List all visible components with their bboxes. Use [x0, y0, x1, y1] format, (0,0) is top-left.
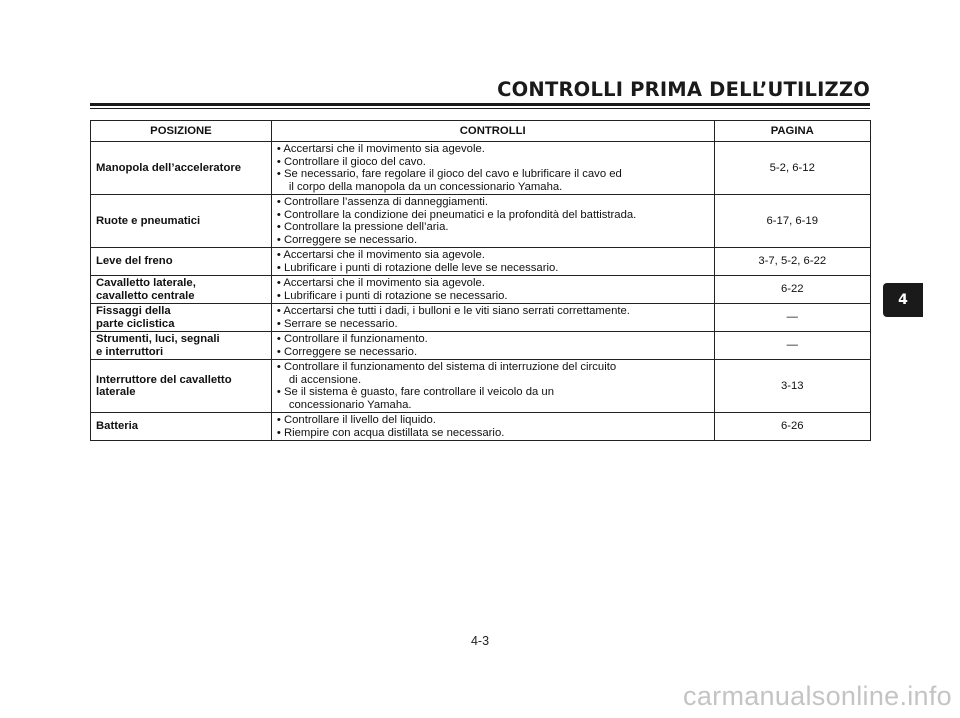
- table-row: [91, 413, 871, 441]
- check-item: • Controllare l’assenza di danneggiamenti.: [276, 196, 489, 208]
- check-item: • Accertarsi che tutti i dadi, i bulloni e le viti siano serrati correttamente.: [276, 305, 630, 317]
- checks-cell: [271, 248, 714, 276]
- check-item: • Controllare il gioco del cavo.: [276, 155, 426, 168]
- title-rule-thick: [90, 103, 870, 106]
- position-cell: [91, 360, 272, 413]
- page-title: CONTROLLI PRIMA DELL’UTILIZZO: [497, 78, 870, 101]
- position-cell: [91, 413, 272, 441]
- table-row: [91, 304, 871, 332]
- table-header-row: [91, 121, 871, 142]
- position-label: Manopola dell’acceleratore: [96, 161, 242, 174]
- position-cell: [91, 195, 272, 248]
- check-item: • Accertarsi che il movimento sia agevole.: [276, 277, 485, 289]
- column-header-position: POSIZIONE: [91, 121, 272, 142]
- checks-cell: [271, 304, 714, 332]
- position-label: e interruttori: [96, 345, 164, 358]
- page-ref-cell: 3-7, 5-2, 6-22: [714, 248, 870, 276]
- check-item: • Se necessario, fare regolare il gioco del cavo e lubrificare il cavo ed: [276, 168, 622, 180]
- check-item: • Correggere se necessario.: [276, 233, 418, 246]
- check-item: • Accertarsi che il movimento sia agevole.: [276, 143, 485, 155]
- page-ref-cell: 6-26: [714, 413, 870, 441]
- checks-cell: [271, 142, 714, 195]
- check-item: il corpo della manopola da un concessionario Yamaha.: [288, 180, 563, 193]
- column-header-page: PAGINA: [714, 121, 870, 142]
- table-row: [91, 248, 871, 276]
- page-ref-cell: —: [714, 304, 870, 332]
- chapter-tab[interactable]: 4: [883, 283, 923, 317]
- checks-cell: [271, 413, 714, 441]
- position-label: parte ciclistica: [96, 317, 175, 330]
- position-label: Batteria: [96, 420, 139, 433]
- check-item: • Se il sistema è guasto, fare controllare il veicolo da un: [276, 386, 554, 398]
- position-label: Interruttore del cavalletto: [96, 373, 232, 386]
- position-label: Ruote e pneumatici: [96, 214, 201, 227]
- watermark: carmanualsonline.info: [683, 681, 952, 711]
- check-item: • Controllare il funzionamento del sistema di interruzione del circuito: [276, 361, 617, 373]
- position-cell: [91, 332, 272, 360]
- checks-cell: [271, 332, 714, 360]
- check-item: • Lubrificare i punti di rotazione se necessario.: [276, 289, 508, 302]
- position-cell: [91, 276, 272, 304]
- page-ref-cell: 3-13: [714, 360, 870, 413]
- position-label: Leve del freno: [96, 255, 173, 268]
- position-cell: [91, 248, 272, 276]
- table-row: [91, 195, 871, 248]
- page-ref-cell: 6-22: [714, 276, 870, 304]
- column-header-checks: CONTROLLI: [271, 121, 714, 142]
- check-item: • Controllare la pressione dell’aria.: [276, 221, 449, 233]
- check-item: concessionario Yamaha.: [288, 398, 412, 411]
- checks-cell: [271, 360, 714, 413]
- check-item: • Accertarsi che il movimento sia agevole.: [276, 249, 485, 261]
- check-item: • Controllare il livello del liquido.: [276, 414, 436, 426]
- checks-cell: [271, 195, 714, 248]
- check-item: • Lubrificare i punti di rotazione delle leve se necessario.: [276, 261, 559, 274]
- position-cell: [91, 304, 272, 332]
- title-rule-thin: [90, 108, 870, 109]
- position-label: Fissaggi della: [96, 305, 171, 317]
- position-label: Cavalletto laterale,: [96, 277, 196, 289]
- position-label: laterale: [96, 386, 136, 398]
- check-item: • Controllare il funzionamento.: [276, 333, 428, 345]
- page-ref-cell: 5-2, 6-12: [714, 142, 870, 195]
- table-row: [91, 276, 871, 304]
- position-label: cavalletto centrale: [96, 289, 195, 302]
- check-item: • Riempire con acqua distillata se necessario.: [276, 426, 505, 439]
- position-cell: [91, 142, 272, 195]
- page-ref-cell: 6-17, 6-19: [714, 195, 870, 248]
- table-row: [91, 332, 871, 360]
- check-item: • Serrare se necessario.: [276, 317, 398, 330]
- table-row: [91, 360, 871, 413]
- position-label: Strumenti, luci, segnali: [96, 333, 220, 345]
- checks-cell: [271, 276, 714, 304]
- page-ref-cell: —: [714, 332, 870, 360]
- table-body: [91, 142, 871, 441]
- check-item: di accensione.: [288, 373, 362, 386]
- check-item: • Correggere se necessario.: [276, 345, 418, 358]
- check-item: • Controllare la condizione dei pneumatici e la profondità del battistrada.: [276, 208, 637, 221]
- page-number: 4-3: [470, 634, 490, 648]
- pre-operation-check-table: [90, 120, 871, 441]
- table-row: [91, 142, 871, 195]
